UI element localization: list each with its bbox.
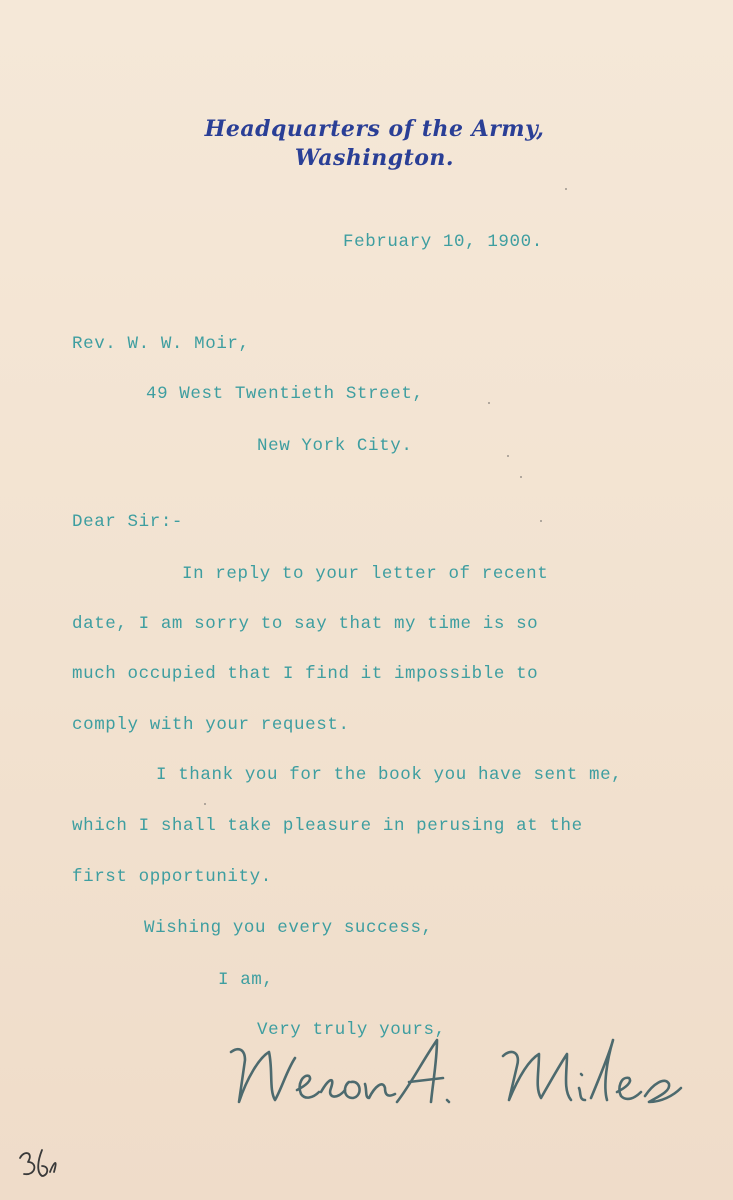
paper-speck — [565, 188, 567, 190]
body-line: comply with your request. — [72, 715, 350, 735]
paper-speck — [204, 803, 206, 805]
recipient-city: New York City. — [257, 436, 413, 456]
pencil-mark — [14, 1144, 64, 1184]
body-line: Wishing you every success, — [144, 918, 433, 938]
salutation: Dear Sir:- — [72, 512, 184, 532]
paper-speck — [540, 520, 542, 522]
paper-speck — [507, 455, 509, 457]
handwritten-signature — [225, 1030, 715, 1120]
letterhead-line-1: Headquarters of the Army, — [204, 116, 545, 142]
recipient-street: 49 West Twentieth Street, — [146, 384, 424, 404]
body-line: first opportunity. — [72, 867, 272, 887]
body-line: which I shall take pleasure in perusing at the — [72, 816, 583, 836]
body-line: much occupied that I find it impossible to — [72, 664, 539, 684]
recipient-name: Rev. W. W. Moir, — [72, 334, 250, 354]
closing-i-am: I am, — [218, 970, 274, 990]
closing-valediction: Very truly yours, — [257, 1020, 446, 1040]
body-line: I thank you for the book you have sent me, — [156, 765, 623, 785]
letterhead-line-2: Washington. — [294, 145, 455, 171]
body-line: In reply to your letter of recent — [182, 564, 549, 584]
paper-speck — [520, 476, 522, 478]
paper-speck — [488, 402, 490, 404]
letter-date: February 10, 1900. — [343, 232, 543, 252]
body-line: date, I am sorry to say that my time is so — [72, 614, 539, 634]
